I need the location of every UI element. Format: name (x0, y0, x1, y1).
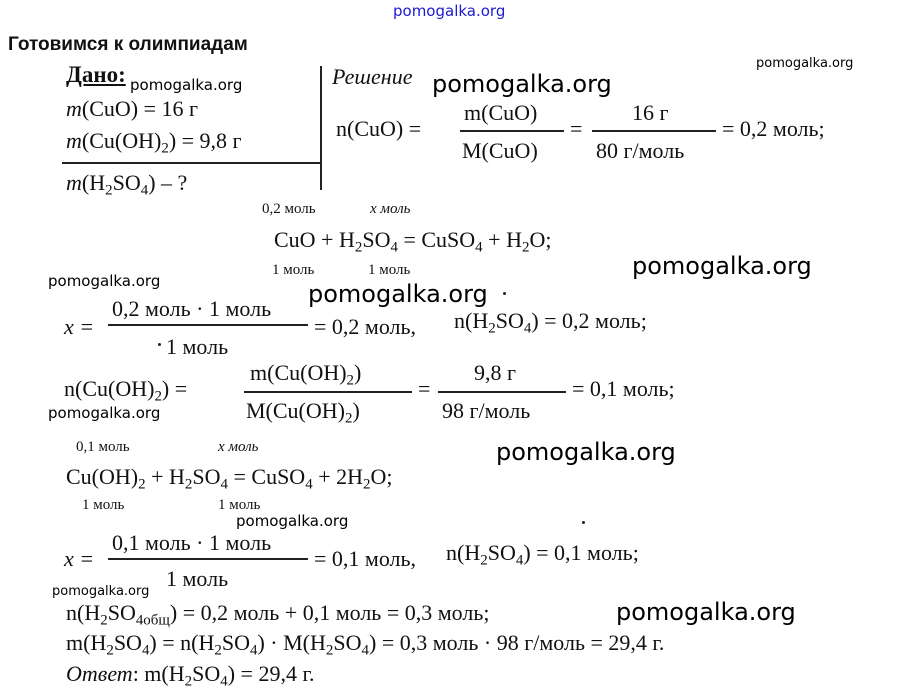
given-text: (H (81, 170, 106, 195)
formula-text: M(Cu(OH) (246, 398, 345, 423)
formula-text: : m(H (132, 661, 185, 686)
formula-text: SO (221, 630, 250, 655)
eq2-n (454, 308, 647, 337)
formula-text: ) = n(H (149, 630, 215, 655)
subscript: 2 (480, 552, 488, 569)
formula-text: ) = 0,2 моль; (531, 308, 647, 333)
r1-below-1: 1 моль (272, 262, 315, 278)
total-line (66, 600, 490, 629)
subscript: 2 (345, 410, 353, 427)
subscript: 4 (523, 320, 532, 337)
eq1-result: = 0,2 моль; (722, 116, 825, 141)
subscript: 2 (362, 476, 371, 493)
answer-line (66, 661, 315, 690)
formula-text: + 2H (312, 464, 363, 489)
formula-text: = CuSO (397, 227, 476, 252)
eq3-den2: 98 г/моль (442, 398, 531, 423)
eq3-result: = 0,1 моль; (572, 376, 675, 401)
subscript: 2 (184, 673, 193, 690)
eq1-lhs: n(CuO) = (336, 116, 422, 141)
formula-text: n(Cu(OH) (64, 376, 155, 401)
given-text: (Cu(OH) (81, 128, 162, 153)
formula-text: ) (352, 398, 360, 423)
eq4-result: = 0,1 моль, (314, 546, 417, 571)
given-line-1 (66, 96, 198, 122)
reaction-1 (274, 227, 551, 256)
formula-text: O; (370, 464, 393, 489)
watermark: pomogalka.org (432, 70, 612, 98)
eq2-result: = 0,2 моль, (314, 314, 417, 339)
subscript: 4 (305, 476, 313, 493)
eq2-fraction-bar (108, 324, 308, 326)
given-text: SO (112, 170, 141, 195)
formula-text: SO (107, 600, 136, 625)
given-separator (320, 66, 322, 190)
watermark: pomogalka.org (756, 56, 854, 71)
subscript: 4 (141, 642, 150, 659)
reaction-2 (66, 464, 392, 493)
subscript: 4 (390, 239, 398, 256)
answer-label: Ответ (66, 661, 133, 686)
eq1-num: m(CuO) (464, 100, 538, 125)
subscript: 2 (346, 372, 355, 389)
eq4-fraction-bar (108, 558, 308, 560)
formula-text: ) = 0,2 моль + 0,1 моль = 0,3 моль; (169, 600, 490, 625)
given-title-text: Дано: (66, 62, 126, 87)
subscript: 2 (138, 476, 146, 493)
eq1-den: M(CuO) (462, 138, 538, 163)
eq3-fraction-bar (244, 391, 412, 393)
formula-text: m(Cu(OH) (250, 360, 347, 385)
watermark: pomogalka.org (130, 76, 243, 94)
eq2-den: 1 моль (166, 334, 229, 359)
eq1-fraction-bar-2 (592, 130, 716, 132)
watermark: pomogalka.org (632, 252, 812, 280)
eq1-den2: 80 г/моль (596, 138, 685, 163)
eq4-n (446, 540, 639, 569)
eq1-eq: = (570, 116, 583, 141)
print-speck (158, 343, 161, 346)
formula-text: SO (192, 464, 221, 489)
subscript: 4 (140, 182, 149, 199)
r2-below-1: 1 моль (82, 497, 125, 513)
solution-title: Решение (332, 64, 413, 89)
subscript: 4 (475, 239, 483, 256)
given-line-2 (66, 128, 242, 157)
subscript: 2 (325, 642, 334, 659)
eq3-den (246, 398, 360, 427)
formula-text: ) = 0,3 моль · 98 г/моль = 29,4 г. (369, 630, 665, 655)
formula-text: + H (145, 464, 185, 489)
eq4-num: 0,1 моль · 1 моль (112, 530, 272, 555)
formula-text: SO (487, 540, 516, 565)
watermark-top: pomogalka.org (393, 2, 506, 20)
r2-above-1: 0,1 моль (76, 439, 130, 455)
subscript: 2 (214, 642, 222, 659)
r2-below-2: 1 моль (218, 497, 261, 513)
subscript: 4 (220, 476, 228, 493)
eq3-eq: = (418, 376, 431, 401)
eq3-num (250, 360, 361, 389)
subscript: 2 (354, 239, 363, 256)
formula-text: ) = 29,4 г. (227, 661, 315, 686)
subscript: 2 (161, 140, 169, 157)
subscript: 4 (249, 642, 258, 659)
subscript: 4 (361, 642, 369, 659)
watermark: pomogalka.org (52, 584, 150, 599)
eq4-lhs: x = (64, 546, 95, 571)
subscript: 2 (106, 642, 114, 659)
eq2-lhs: x = (64, 314, 95, 339)
formula-text: CuO + H (274, 227, 355, 252)
formula-text: = CuSO (227, 464, 306, 489)
subscript: 4общ (135, 612, 170, 629)
mass-line (66, 630, 664, 659)
eq2-num: 0,2 моль · 1 моль (112, 296, 272, 321)
eq3-lhs (64, 376, 187, 405)
formula-text: + H (482, 227, 522, 252)
formula-text: SO (192, 661, 221, 686)
m-symbol: m (66, 128, 82, 153)
subscript: 4 (515, 552, 524, 569)
m-symbol: m (66, 170, 82, 195)
given-line-3 (66, 170, 187, 199)
given-text: ) = 9,8 г (168, 128, 242, 153)
formula-text: SO (362, 227, 391, 252)
print-speck (582, 521, 585, 524)
given-divider (62, 162, 320, 164)
formula-text: n(H (66, 600, 101, 625)
subscript: 4 (220, 673, 228, 690)
formula-text: n(H (454, 308, 489, 333)
watermark: pomogalka.org (308, 280, 488, 308)
formula-text: SO (113, 630, 142, 655)
eq4-den: 1 моль (166, 566, 229, 591)
r1-above-1: 0,2 моль (262, 201, 316, 217)
section-header: Готовимся к олимпиадам (8, 34, 248, 55)
watermark: pomogalka.org (48, 272, 161, 290)
subscript: 2 (100, 612, 108, 629)
watermark: pomogalka.org (616, 598, 796, 626)
eq3-fraction-bar-2 (438, 391, 566, 393)
r1-above-2-text: x моль (370, 201, 411, 217)
subscript: 2 (488, 320, 496, 337)
formula-text: ) · M(H (257, 630, 326, 655)
print-speck (503, 292, 506, 295)
given-text: ) – ? (148, 170, 188, 195)
watermark: pomogalka.org (236, 512, 349, 530)
given-title (66, 62, 126, 88)
formula-text: Cu(OH) (66, 464, 139, 489)
r2-above-2-text: x моль (218, 439, 259, 455)
r2-above-2 (218, 439, 258, 456)
subscript: 2 (105, 182, 113, 199)
formula-text: SO (333, 630, 362, 655)
eq3-num2: 9,8 г (474, 360, 517, 385)
subscript: 2 (154, 388, 162, 405)
formula-text: ) (354, 360, 362, 385)
formula-text: m(H (66, 630, 107, 655)
formula-text: SO (495, 308, 524, 333)
m-symbol: m (66, 96, 82, 121)
watermark: pomogalka.org (496, 438, 676, 466)
subscript: 2 (521, 239, 530, 256)
given-cuo-mass: (CuO) = 16 г (81, 96, 199, 121)
r1-above-2 (370, 201, 410, 218)
watermark: pomogalka.org (48, 404, 161, 422)
formula-text: n(H (446, 540, 481, 565)
r1-below-2: 1 моль (368, 262, 411, 278)
formula-text: ) = 0,1 моль; (523, 540, 639, 565)
eq1-fraction-bar (460, 130, 564, 132)
formula-text: ) = (161, 376, 188, 401)
eq1-num2: 16 г (632, 100, 669, 125)
formula-text: O; (529, 227, 552, 252)
subscript: 2 (184, 476, 193, 493)
